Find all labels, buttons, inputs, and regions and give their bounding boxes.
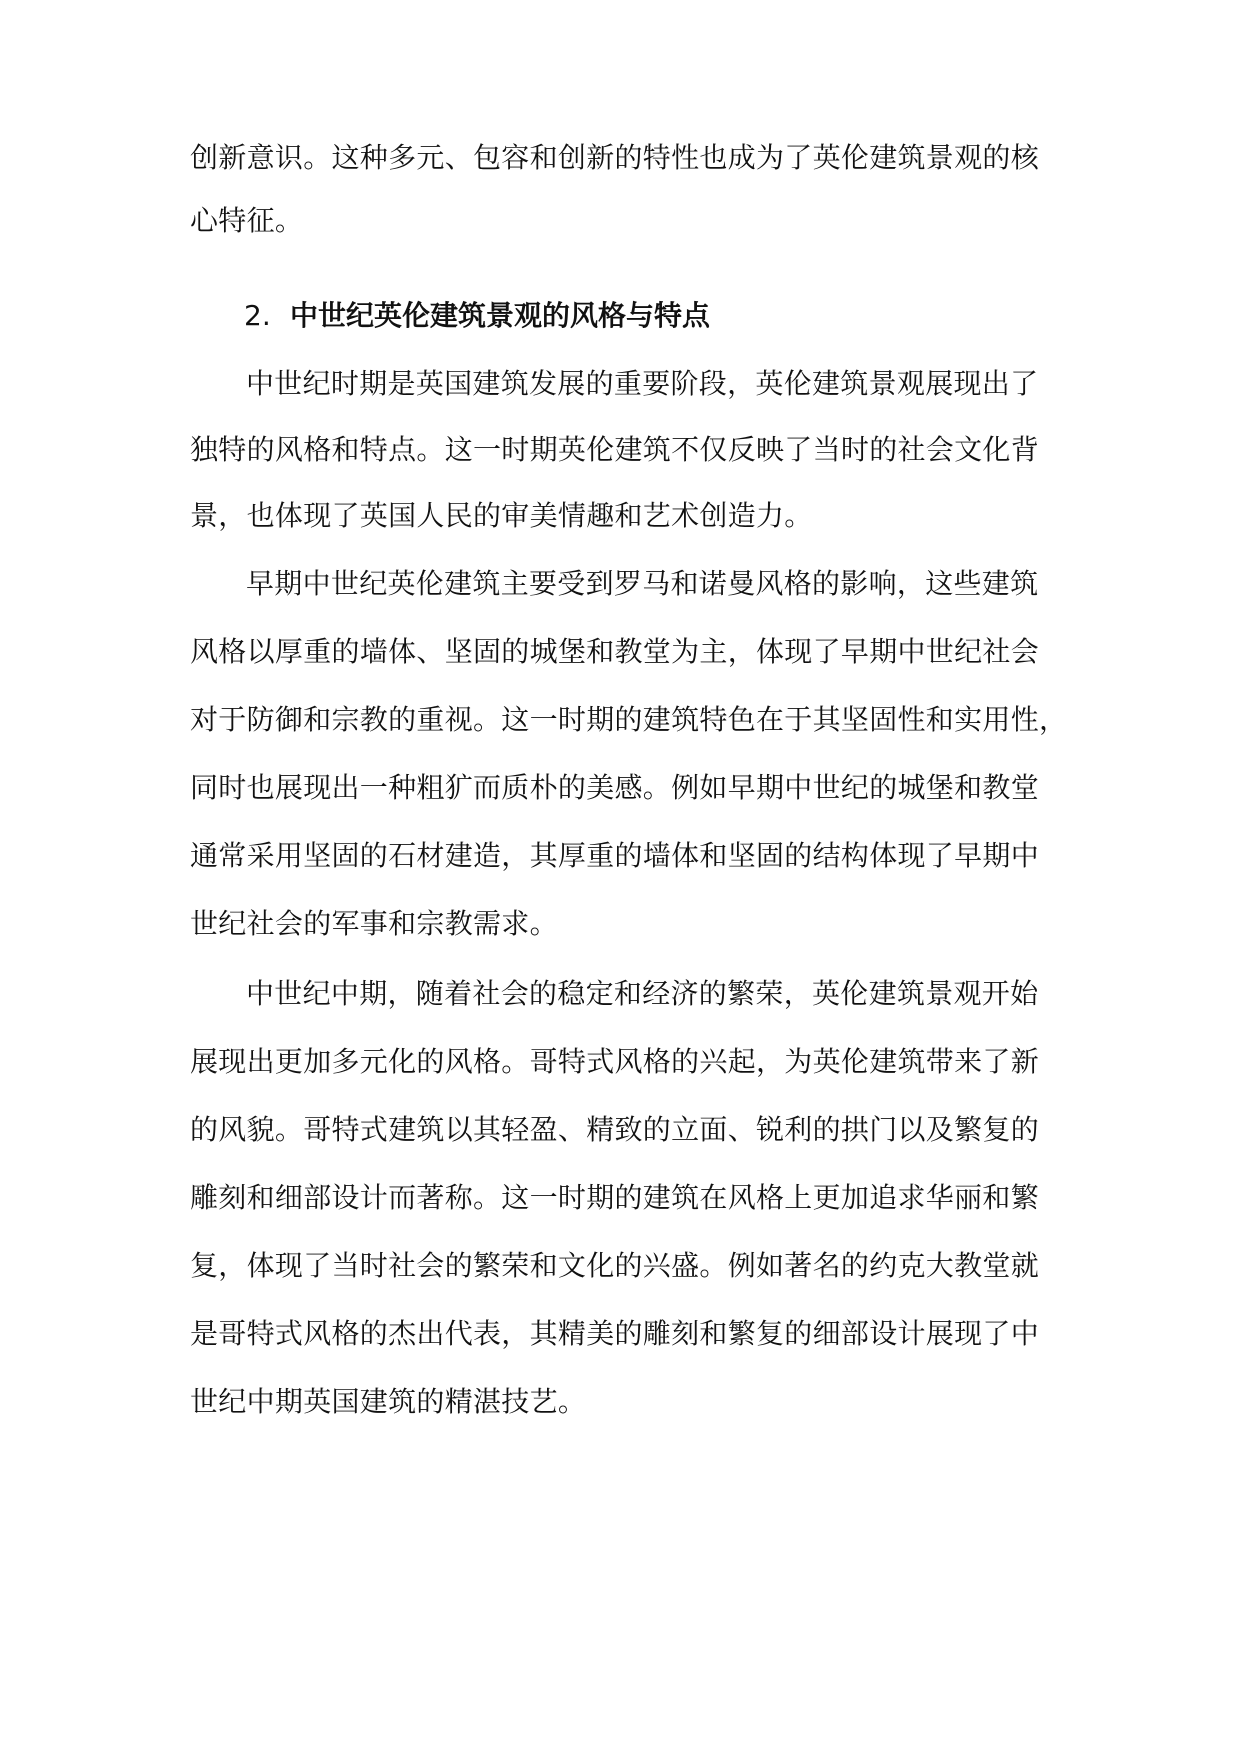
text-line: 是哥特式风格的杰出代表，其精美的雕刻和繁复的细部设计展现了中 <box>190 1317 1040 1350</box>
text-line: 雕刻和细部设计而著称。这一时期的建筑在风格上更加追求华丽和繁 <box>190 1181 1040 1214</box>
text-line: 心特征。 <box>190 204 304 237</box>
text-line: 对于防御和宗教的重视。这一时期的建筑特色在于其坚固性和实用性， <box>190 703 1068 736</box>
text-line: 通常采用坚固的石材建造，其厚重的墙体和坚固的结构体现了早期中 <box>190 839 1040 872</box>
text-line: 中世纪中期，随着社会的稳定和经济的繁荣，英伦建筑景观开始 <box>246 977 1039 1010</box>
text-line: 中世纪时期是英国建筑发展的重要阶段，英伦建筑景观展现出了 <box>246 367 1039 400</box>
text-line: 早期中世纪英伦建筑主要受到罗马和诺曼风格的影响，这些建筑 <box>246 567 1039 600</box>
text-line: 同时也展现出一种粗犷而质朴的美感。例如早期中世纪的城堡和教堂 <box>190 771 1040 804</box>
section-heading <box>244 298 710 334</box>
text-line: 独特的风格和特点。这一时期英伦建筑不仅反映了当时的社会文化背 <box>190 433 1040 466</box>
text-line: 风格以厚重的墙体、坚固的城堡和教堂为主，体现了早期中世纪社会 <box>190 635 1040 668</box>
text-line: 创新意识。这种多元、包容和创新的特性也成为了英伦建筑景观的核 <box>190 141 1040 174</box>
section-number: 2. <box>244 299 271 332</box>
text-line: 的风貌。哥特式建筑以其轻盈、精致的立面、锐利的拱门以及繁复的 <box>190 1113 1040 1146</box>
text-line: 展现出更加多元化的风格。哥特式风格的兴起，为英伦建筑带来了新 <box>190 1045 1040 1078</box>
text-line: 景，也体现了英国人民的审美情趣和艺术创造力。 <box>190 499 813 532</box>
text-line: 世纪社会的军事和宗教需求。 <box>190 907 558 940</box>
text-line: 世纪中期英国建筑的精湛技艺。 <box>190 1385 587 1418</box>
text-line: 复，体现了当时社会的繁荣和文化的兴盛。例如著名的约克大教堂就 <box>190 1249 1040 1282</box>
section-title: 中世纪英伦建筑景观的风格与特点 <box>290 299 711 332</box>
